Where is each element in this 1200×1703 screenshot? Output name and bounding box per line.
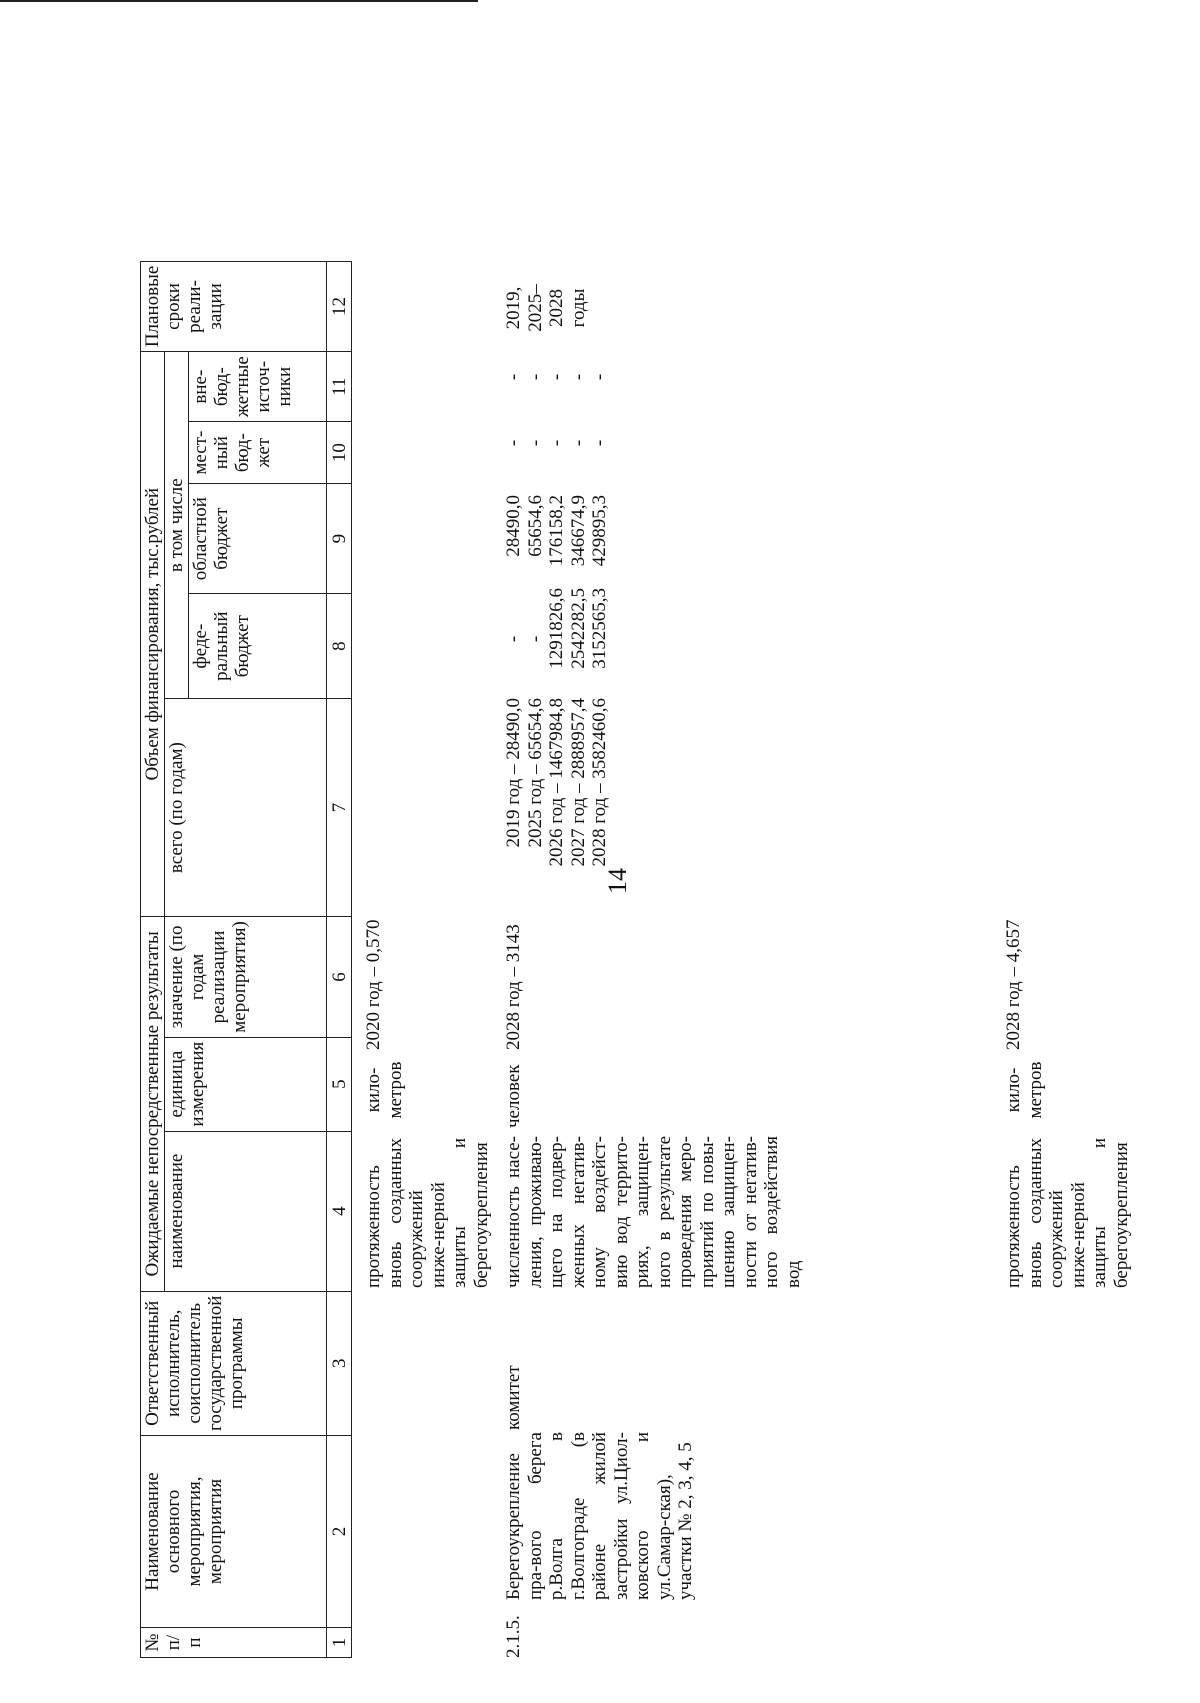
row1-extra-list	[503, 342, 611, 412]
top-rule	[0, 0, 478, 2]
row1-federal-2028: 3152565,3	[589, 588, 610, 669]
row1-local-2028: -	[589, 439, 610, 447]
header-local: мест-ный бюд-жет	[189, 422, 327, 484]
header-total: всего (по годам)	[165, 699, 327, 917]
row1-regional-2019: 28490,0	[503, 495, 524, 557]
header-name: Наименование основного мероприятия, мероприятия	[141, 1436, 327, 1628]
row1-local-list	[503, 412, 611, 474]
row1-total-list	[503, 698, 611, 908]
header-indicator: наименование	[165, 1131, 327, 1291]
row1-extra-2019: -	[503, 373, 524, 381]
row1-regional-2028: 429895,3	[589, 495, 610, 567]
row1-total-2028: 2028 год – 3582460,6	[589, 698, 610, 867]
row1-regional-2025: 65654,6	[524, 495, 546, 557]
row1-federal-2027: 2542282,5	[567, 588, 589, 669]
row1-local-2027: -	[567, 439, 589, 447]
row1-total-2025: 2025 год – 65654,6	[524, 698, 546, 848]
row1-federal-2026: 1291826,6	[546, 588, 567, 669]
page-number: 14	[603, 868, 632, 894]
header-unit: единица измерения	[165, 1037, 327, 1131]
row1-total-2019: 2019 год – 28490,0	[503, 698, 524, 848]
row1-total-2027: 2027 год – 2888957,4	[567, 698, 589, 867]
header-regional: областной бюджет	[189, 484, 327, 594]
colnum-1: 1	[327, 1628, 352, 1658]
row0-unit: кило-метров	[363, 1061, 406, 1119]
row1-period: 2019, 2025–2028 годы	[503, 284, 589, 332]
row1-extra-2028: -	[589, 373, 610, 381]
colnum-3: 3	[327, 1291, 352, 1435]
row1-extra-2027: -	[567, 373, 589, 381]
header-executor: Ответственный исполнитель, соисполнитель государственной программы	[141, 1291, 327, 1435]
header-finance-group: Объем финансирования, тыс.рублей	[141, 352, 165, 917]
row1-federal-2019: -	[503, 635, 524, 643]
row1-regional-list	[503, 495, 611, 583]
row1-extra-2026: -	[546, 373, 567, 381]
row1-federal-list	[503, 588, 611, 690]
header-federal: феде-ральный бюджет	[189, 594, 327, 699]
colnum-12: 12	[327, 261, 352, 351]
row1-extra-2025: -	[524, 373, 546, 381]
row1-value: 2028 год – 3143	[503, 924, 524, 1050]
row1-local-2025: -	[524, 439, 546, 447]
colnum-7: 7	[327, 699, 352, 917]
colnum-11: 11	[327, 352, 352, 422]
table-header	[140, 261, 352, 1658]
header-value: значение (по годам реализации мероприятия)	[165, 917, 327, 1038]
row0-value: 2020 год – 0,570	[363, 919, 384, 1050]
colnum-6: 6	[327, 917, 352, 1038]
row1-regional-2027: 346674,9	[567, 495, 589, 567]
colnum-10: 10	[327, 422, 352, 484]
header-subgroup: в том числе	[165, 352, 189, 699]
colnum-8: 8	[327, 594, 352, 699]
row2-value: 2028 год – 4,657	[1003, 919, 1024, 1050]
colnum-4: 4	[327, 1131, 352, 1291]
row1-name: Берегоукрепление пра-вого берега р.Волга в г.Волгограде (в районе жилой застройки ул.Циол-ковского и ул.Самар-ская), участки № 2, 3, 4, 5	[503, 1432, 696, 1600]
header-results-group: Ожидаемые непосредственные результаты	[141, 917, 165, 1291]
header-number: № п/п	[141, 1628, 327, 1658]
row1-federal-2025: -	[524, 635, 546, 643]
colnum-5: 5	[327, 1037, 352, 1131]
row1-executor: комитет	[503, 1365, 524, 1430]
row1-total-2026: 2026 год – 1467984,8	[546, 698, 567, 867]
row1-local-2019: -	[503, 439, 524, 447]
header-extra: вне-бюд-жетные источ-ники	[189, 352, 327, 422]
row1-indicator: численность насе-ления, проживаю-щего на подвер-женных негатив-ному воздейст-вию вод террито-риях, защищен-ного в результате проведения меро-приятий по повы-шению защищен-ности от негатив-ного воздействия вод	[503, 1136, 804, 1288]
rotated-table-sheet	[140, 18, 1132, 1658]
row2-indicator: протяженность вновь созданных сооружений инже-нерной защиты и берегоукрепления	[1003, 1138, 1132, 1288]
row1-local-2026: -	[546, 439, 567, 447]
row1-unit: человек	[503, 1064, 524, 1128]
row1-number: 2.1.5.	[503, 1615, 524, 1658]
row2-unit: кило-метров	[1003, 1061, 1046, 1119]
colnum-2: 2	[327, 1436, 352, 1628]
colnum-9: 9	[327, 484, 352, 594]
row0-indicator: протяженность вновь созданных сооружений инже-нерной защиты и берегоукрепления	[363, 1138, 492, 1288]
header-period: Плановые сроки реали-зации	[141, 261, 327, 351]
row1-regional-2026: 176158,2	[546, 495, 567, 567]
